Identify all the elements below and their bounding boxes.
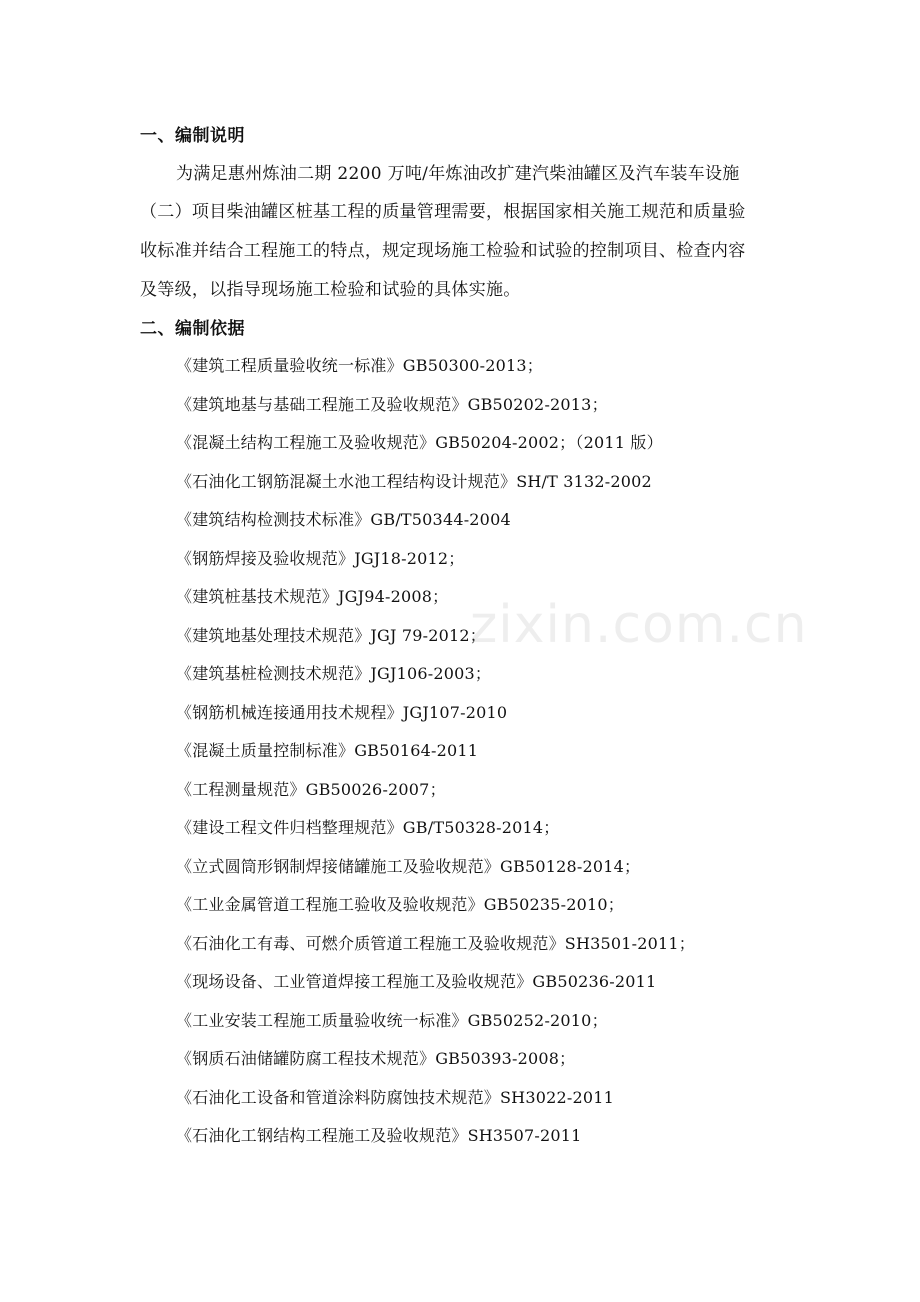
list-item: 《石油化工有毒、可燃介质管道工程施工及验收规范》SH3501-2011； xyxy=(176,933,695,953)
list-item: 《建设工程文件归档整理规范》GB/T50328-2014； xyxy=(176,818,560,837)
list-item: 《工业安装工程施工质量验收统一标准》GB50252-2010； xyxy=(176,1010,608,1030)
list-item: 《建筑基桩检测技术规范》JGJ106-2003； xyxy=(176,664,492,683)
reference-list xyxy=(176,355,695,1164)
paragraph-line: 收标准并结合工程施工的特点，规定现场施工检验和试验的控制项目、检查内容 xyxy=(140,241,746,261)
list-item: 《工程测量规范》GB50026-2007； xyxy=(176,779,446,799)
list-item: 《钢筋机械连接通用技术规程》JGJ107-2010 xyxy=(176,702,508,722)
list-item: 《混凝土结构工程施工及验收规范》GB50204-2002；（2011 版） xyxy=(176,433,663,452)
list-item: 《建筑地基与基础工程施工及验收规范》GB50202-2013； xyxy=(176,394,608,414)
list-item: 《建筑结构检测技术标准》GB/T50344-2004 xyxy=(176,510,511,529)
paragraph-line: 为满足惠州炼油二期 2200 万吨/年炼油改扩建汽柴油罐区及汽车装车设施 xyxy=(176,164,740,184)
list-item: 《现场设备、工业管道焊接工程施工及验收规范》GB50236-2011 xyxy=(176,972,657,991)
list-item: 《钢质石油储罐防腐工程技术规范》GB50393-2008； xyxy=(176,1049,576,1068)
paragraph-line: 及等级，以指导现场施工检验和试验的具体实施。 xyxy=(140,280,521,300)
watermark: zixin.com.cn xyxy=(470,595,808,655)
section-heading-preparation-notes: 一、编制说明 xyxy=(140,126,245,146)
section-heading-preparation-basis: 二、编制依据 xyxy=(140,319,245,339)
list-item: 《石油化工钢筋混凝土水池工程结构设计规范》SH/T 3132-2002 xyxy=(176,471,652,491)
list-item: 《石油化工设备和管道涂料防腐蚀技术规范》SH3022-2011 xyxy=(176,1087,614,1107)
list-item: 《建筑工程质量验收统一标准》GB50300-2013； xyxy=(176,356,543,375)
list-item: 《建筑桩基技术规范》JGJ94-2008； xyxy=(176,587,449,606)
list-item: 《工业金属管道工程施工验收及验收规范》GB50235-2010； xyxy=(176,895,624,914)
paragraph-line: （二）项目柴油罐区桩基工程的质量管理需要，根据国家相关施工规范和质量验 xyxy=(140,202,746,222)
list-item: 《石油化工钢结构工程施工及验收规范》SH3507-2011 xyxy=(176,1126,582,1145)
list-item: 《混凝土质量控制标准》GB50164-2011 xyxy=(176,741,479,760)
list-item: 《建筑地基处理技术规范》JGJ 79-2012； xyxy=(176,625,486,645)
list-item: 《立式圆筒形钢制焊接储罐施工及验收规范》GB50128-2014； xyxy=(176,856,641,876)
list-item: 《钢筋焊接及验收规范》JGJ18-2012； xyxy=(176,548,465,568)
